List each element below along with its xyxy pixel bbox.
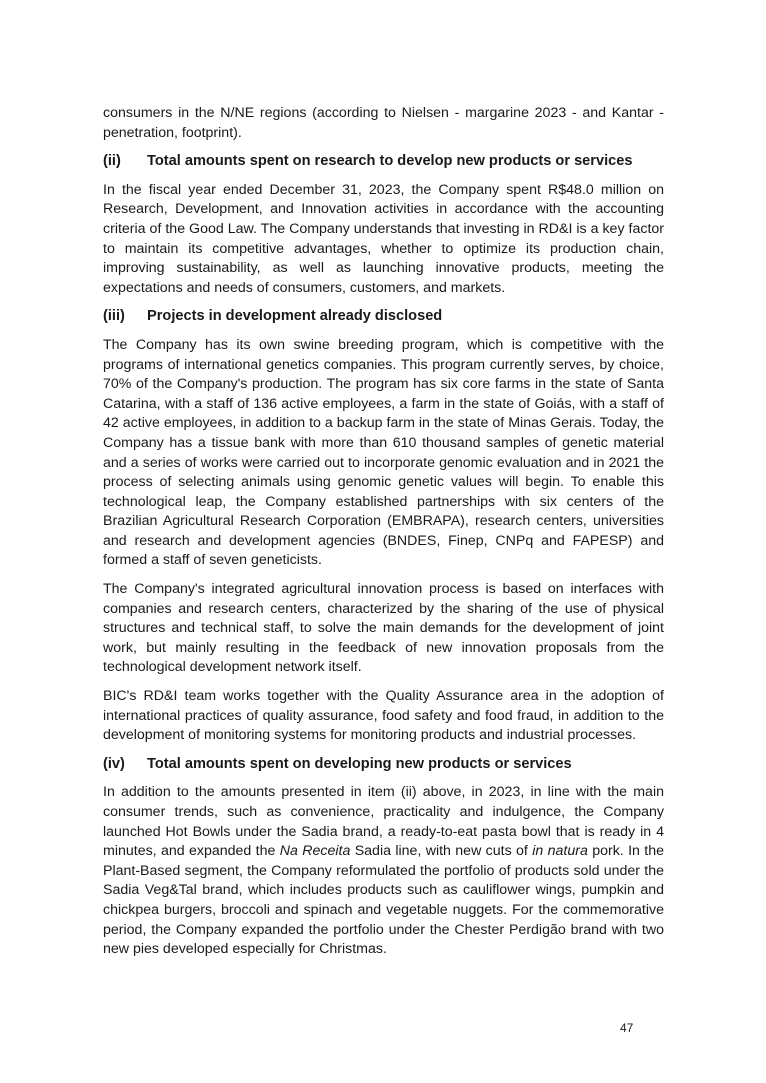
text-run: In addition to the amounts presented in item (ii) above, in 2023, in line with the main consumer trends, such as convenience, practicality and indulgence, the Company launched Hot Bowls under the Sadia brand, a ready-to-eat pasta bowl that is ready in 4 minutes, and expanded the xyxy=(103,784,664,860)
page-number: 47 xyxy=(620,1021,634,1035)
italic-brand-line: Na Receita xyxy=(279,843,351,860)
section-ii-paragraph: In the fiscal year ended December 31, 2023, the Company spent R$48.0 million on Research, Development, and Innovation activities in accordance with the accounting criteria of the Good Law. The Company understands that investing in RD&I is a key factor to maintain its competitive advantages, whether to optimize its production chain, improving sustainability, as well as launching innovative products, meeting the expectations and needs of consumers, customers, and markets. xyxy=(103,181,664,296)
section-iii-paragraph-3: BIC's RD&I team works together with the Quality Assurance area in the adoption of international practices of quality assurance, food safety and food fraud, in addition to the development of monitoring systems for monitoring products and industrial processes. xyxy=(103,688,664,744)
section-title: Total amounts spent on research to develop new products or services xyxy=(147,153,633,170)
section-iv-paragraph xyxy=(103,783,664,959)
italic-term: in natura xyxy=(532,843,588,860)
document-page xyxy=(103,104,664,969)
intro-paragraph: consumers in the N/NE regions (according to Nielsen - margarine 2023 - and Kantar - penetration, footprint). xyxy=(103,105,664,141)
section-iii-paragraph-1: The Company has its own swine breeding program, which is competitive with the programs of international genetics companies. This program currently serves, by choice, 70% of the Company's production. The program has six core farms in the state of Santa Catarina, with a staff of 136 active employees, a farm in the state of Goiás, with a staff of 42 active employees, in addition to a backup farm in the state of Minas Gerais. Today, the Company has a tissue bank with more than 610 thousand samples of genetic material and a series of works were carried out to incorporate genomic evaluation and in 2021 the process of selecting animals using genomic genetic values will begin. To enable this technological leap, the Company established partnerships with six centers of the Brazilian Agricultural Research Corporation (EMBRAPA), research centers, universities and research and development agencies (BNDES, Finep, CNPq and FAPESP) and formed a staff of seven geneticists. xyxy=(103,336,664,569)
section-heading-iii xyxy=(103,307,664,327)
section-number: (iv) xyxy=(103,755,125,772)
text-run: Sadia line, with new cuts of xyxy=(350,843,533,860)
text-run: pork. In the Plant-Based segment, the Company reformulated the portfolio of products sold under the Sadia Veg&Tal brand, which includes products such as cauliflower wings, pumpkin and chickpea burgers, broccoli and spinach and vegetable nuggets. For the commemorative period, the Company expanded the portfolio under the Chester Perdigão brand with two new pies developed especially for Christmas. xyxy=(103,843,665,958)
section-heading-ii xyxy=(103,152,664,172)
section-heading-iv xyxy=(103,755,664,775)
section-number: (ii) xyxy=(103,153,121,170)
section-iii-paragraph-2: The Company's integrated agricultural innovation process is based on interfaces with companies and research centers, characterized by the sharing of the use of physical structures and technical staff, to solve the main demands for the development of joint work, but mainly resulting in the feedback of new innovation proposals from the technological development network itself. xyxy=(103,581,664,676)
section-title: Projects in development already disclosed xyxy=(147,308,443,325)
section-number: (iii) xyxy=(103,308,125,325)
section-title: Total amounts spent on developing new products or services xyxy=(147,755,572,772)
